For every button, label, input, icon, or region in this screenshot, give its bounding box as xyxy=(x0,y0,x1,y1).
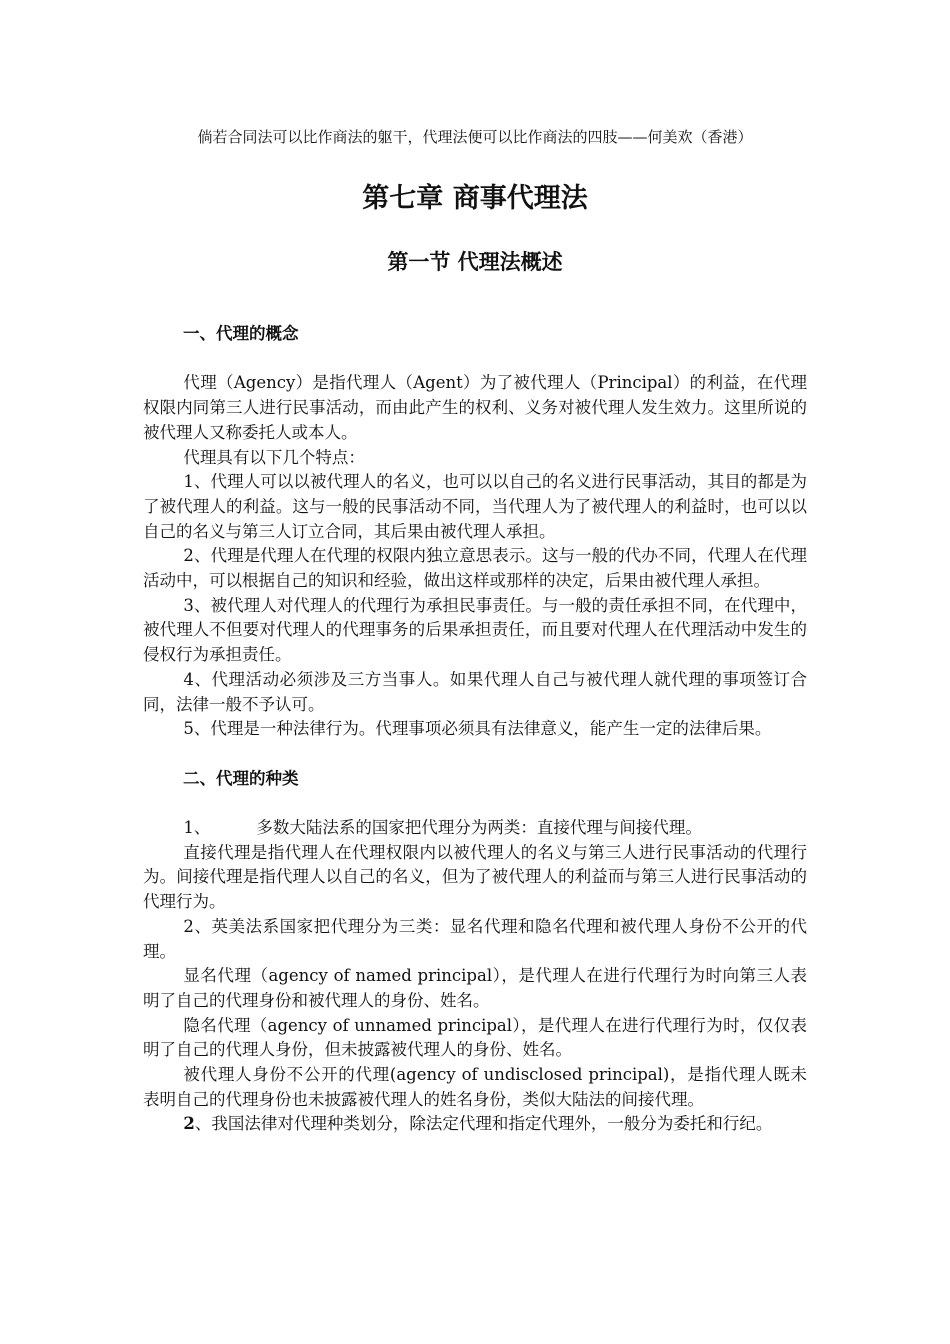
paragraph: 直接代理是指代理人在代理权限内以被代理人的名义与第三人进行民事活动的代理行为。间接代理是指代理人以自己的名义，但为了被代理人的利益而与第三人进行民事活动的代理行为。 xyxy=(143,842,807,912)
list-text: 多数大陆法系的国家把代理分为两类：直接代理与间接代理。 xyxy=(256,818,702,838)
paragraph: 3、被代理人对代理人的代理行为承担民事责任。与一般的责任承担不同，在代理中，被代理人不但要对代理人的代理事务的后果承担责任，而且要对代理人在代理活动中发生的侵权行为承担责任。 xyxy=(143,595,807,665)
section-title: 第一节 代理法概述 xyxy=(387,249,563,274)
paragraph: 5、代理是一种法律行为。代理事项必须具有法律意义，能产生一定的法律后果。 xyxy=(183,719,772,739)
paragraph-last xyxy=(143,1112,807,1137)
document-body xyxy=(143,322,807,1137)
list-item xyxy=(143,816,807,841)
paragraph: 2、代理是代理人在代理的权限内独立意思表示。这与一般的代办不同，代理人在代理活动中，可以根据自己的知识和经验，做出这样或那样的决定，后果由被代理人承担。 xyxy=(143,546,807,591)
paragraph: 代理具有以下几个特点： xyxy=(183,447,365,467)
paragraph: 隐名代理（agency of unnamed principal），是代理人在进行代理行为时，仅仅表明了自己的代理人身份，但未披露被代理人的身份、姓名。 xyxy=(143,1015,807,1060)
list-number: 2 xyxy=(183,1114,195,1134)
paragraph: 被代理人身份不公开的代理(agency of undisclosed principal)，是指代理人既未表明自己的代理身份也未披露被代理人的姓名身份，类似大陆法的间接代理。 xyxy=(143,1065,807,1109)
paragraph: 代理（Agency）是指代理人（Agent）为了被代理人（Principal）的利益，在代理权限内同第三人进行民事活动，而由此产生的权利、义务对被代理人发生效力。这里所说的被代理人又称委托人或本人。 xyxy=(143,373,807,442)
chapter-title: 第七章 商事代理法 xyxy=(362,183,588,214)
list-number: 1、 xyxy=(183,818,211,838)
paragraph: 显名代理（agency of named principal），是代理人在进行代理行为时向第三人表明了自己的代理身份和被代理人的身份、姓名。 xyxy=(143,966,807,1010)
epigraph: 倘若合同法可以比作商法的躯干，代理法便可以比作商法的四肢——何美欢（香港） xyxy=(197,128,753,146)
paragraph: 4、代理活动必须涉及三方当事人。如果代理人自己与被代理人就代理的事项签订合同，法律一般不予认可。 xyxy=(143,669,807,714)
heading-types: 二、代理的种类 xyxy=(183,768,299,788)
paragraph: 2、英美法系国家把代理分为三类：显名代理和隐名代理和被代理人身份不公开的代理。 xyxy=(143,916,807,961)
heading-concept: 一、代理的概念 xyxy=(183,324,299,343)
paragraph: 1、代理人可以以被代理人的名义，也可以以自己的名义进行民事活动，其目的都是为了被代理人的利益。这与一般的民事活动不同，当代理人为了被代理人的利益时，也可以以自己的名义与第三人订立合同，其后果由被代理人承担。 xyxy=(143,472,807,541)
list-text: 、我国法律对代理种类划分，除法定代理和指定代理外，一般分为委托和行纪。 xyxy=(194,1114,773,1134)
